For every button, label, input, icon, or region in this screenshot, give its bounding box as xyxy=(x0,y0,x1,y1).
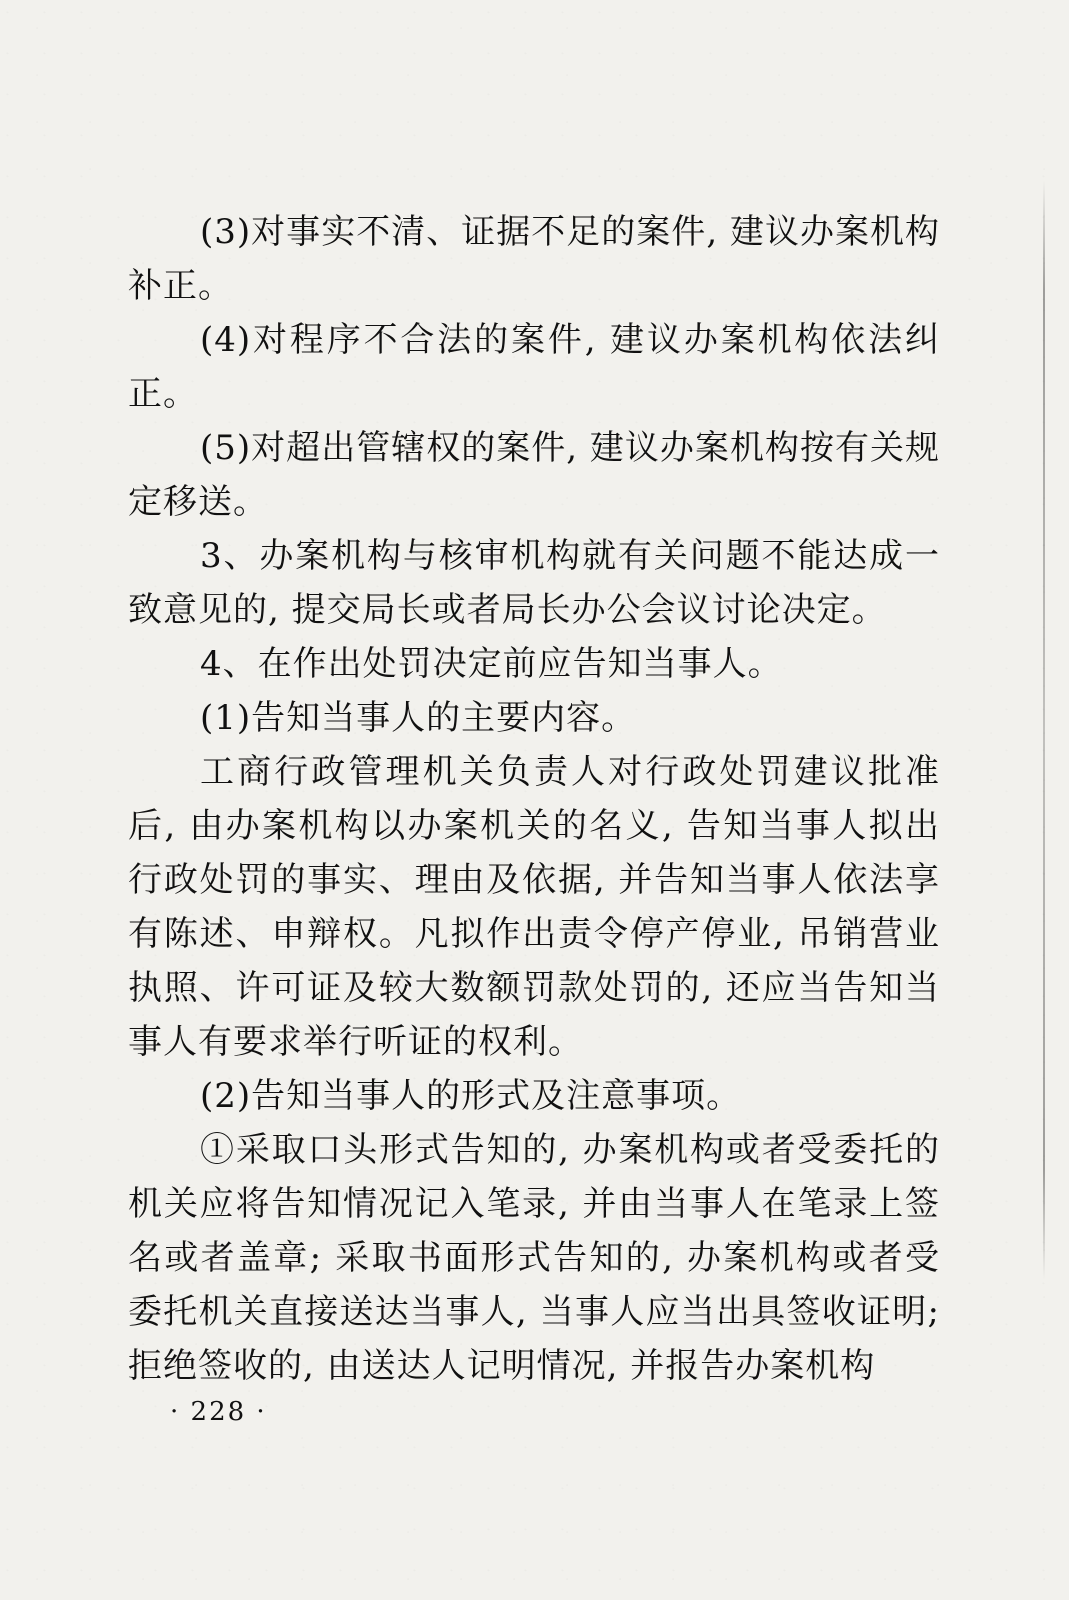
paragraph-subheading-1: (1)告知当事人的主要内容。 xyxy=(200,698,637,738)
paragraph-section-4: 4、在作出处罚决定前应告知当事人。 xyxy=(200,644,783,684)
paragraph-notice-form: ①采取口头形式告知的, 办案机构或者受委托的机关应将告知情况记入笔录, 并由当事人在笔录上签名或者盖章; 采取书面形式告知的, 办案机构或者受委托机关直接送达当事人, 当事人应当出具签收证明; 拒绝签收的, 由送达人记明情况, 并报告办案机构 xyxy=(128,1130,940,1386)
page-edge-shadow xyxy=(1043,180,1045,1280)
paragraph-main-content: 工商行政管理机关负责人对行政处罚建议批准后, 由办案机构以办案机关的名义, 告知当事人拟出行政处罚的事实、理由及依据, 并告知当事人依法享有陈述、申辩权。凡拟作出责令停产停业, 吊销营业执照、许可证及较大数额罚款处罚的, 还应当告知当事人有要求举行听证的权利。 xyxy=(128,752,940,1062)
body-text xyxy=(128,205,940,1393)
paragraph-item-5: (5)对超出管辖权的案件, 建议办案机构按有关规定移送。 xyxy=(128,428,940,522)
paragraph-subheading-2: (2)告知当事人的形式及注意事项。 xyxy=(200,1076,742,1116)
paragraph-item-3: (3)对事实不清、证据不足的案件, 建议办案机构补正。 xyxy=(128,212,940,306)
paragraph-item-4: (4)对程序不合法的案件, 建议办案机构依法纠正。 xyxy=(128,320,940,414)
paragraph-section-3: 3、办案机构与核审机构就有关问题不能达成一致意见的, 提交局长或者局长办公会议讨论决定。 xyxy=(128,536,940,630)
page-number: · 228 · xyxy=(170,1397,267,1427)
